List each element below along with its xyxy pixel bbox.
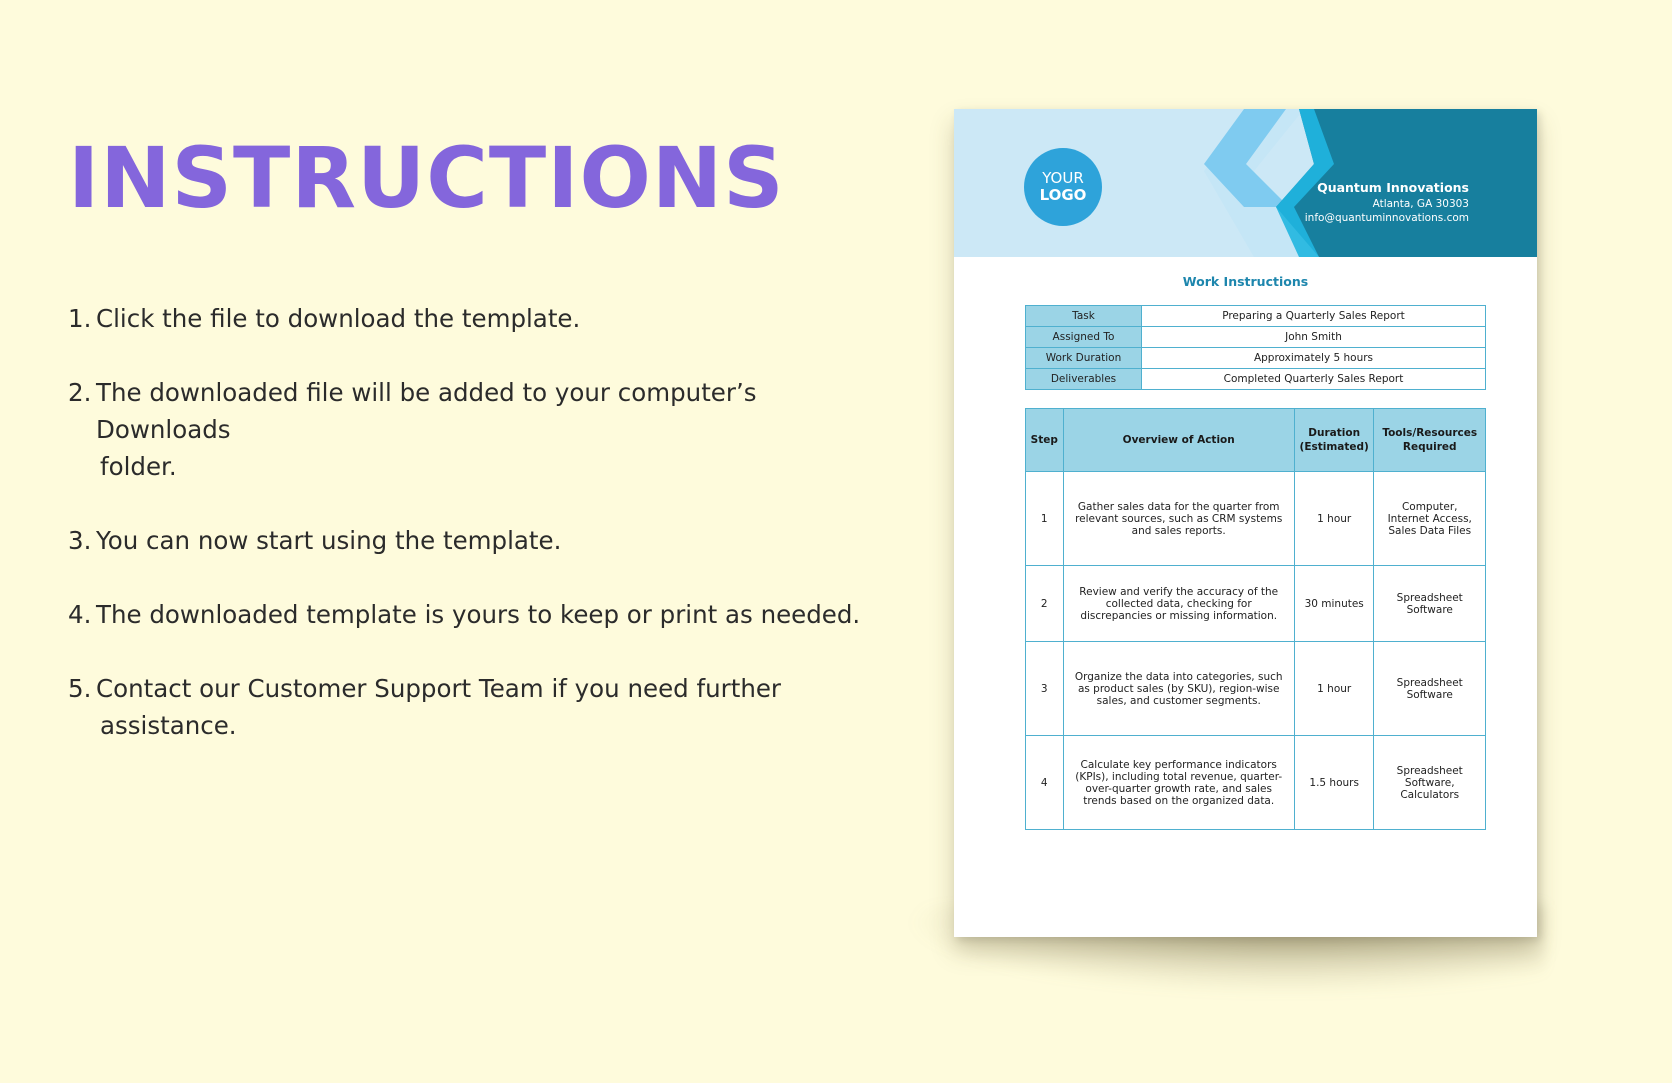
- instruction-number: 4.: [68, 600, 92, 629]
- column-header-step: Step: [1026, 409, 1064, 472]
- table-header-row: [1026, 409, 1486, 472]
- instruction-text-continued: assistance.: [100, 711, 237, 740]
- task-info-table: [1025, 305, 1486, 390]
- logo-text-logo: LOGO: [1039, 186, 1087, 204]
- step-tools: Spreadsheet Software: [1374, 566, 1486, 642]
- table-row: [1026, 642, 1486, 736]
- column-header-duration: Duration (Estimated): [1294, 409, 1374, 472]
- step-action: Gather sales data for the quarter from relevant sources, such as CRM systems and sales reports.: [1063, 472, 1294, 566]
- page-title: INSTRUCTIONS: [68, 129, 785, 227]
- column-header-overview: Overview of Action: [1063, 409, 1294, 472]
- info-value: Approximately 5 hours: [1142, 348, 1486, 369]
- step-duration: 30 minutes: [1294, 566, 1374, 642]
- company-info: [1305, 179, 1469, 225]
- document-header: [954, 109, 1537, 257]
- info-label: Work Duration: [1026, 348, 1142, 369]
- instruction-item: [68, 374, 888, 485]
- document-title: Work Instructions: [1182, 274, 1309, 289]
- step-action: Review and verify the accuracy of the collected data, checking for discrepancies or missing information.: [1063, 566, 1294, 642]
- column-header-tools: Tools/Resources Required: [1374, 409, 1486, 472]
- table-row: [1026, 736, 1486, 830]
- step-tools: Spreadsheet Software: [1374, 642, 1486, 736]
- info-label: Assigned To: [1026, 327, 1142, 348]
- instruction-number: 2.: [68, 378, 92, 407]
- info-value: John Smith: [1142, 327, 1486, 348]
- instruction-item: [68, 596, 888, 633]
- company-address: Atlanta, GA 30303: [1372, 198, 1469, 210]
- instruction-item: [68, 670, 888, 744]
- step-number: 4: [1026, 736, 1064, 830]
- logo-text-your: YOUR: [1042, 169, 1084, 187]
- logo-placeholder: [1024, 148, 1102, 226]
- instruction-text: Click the file to download the template.: [96, 304, 581, 333]
- info-label: Deliverables: [1026, 369, 1142, 390]
- step-duration: 1.5 hours: [1294, 736, 1374, 830]
- table-row: [1026, 327, 1486, 348]
- instruction-text: Contact our Customer Support Team if you need further: [96, 674, 782, 703]
- instruction-item: [68, 522, 888, 559]
- instruction-number: 5.: [68, 674, 92, 703]
- table-row: [1026, 369, 1486, 390]
- info-value: Completed Quarterly Sales Report: [1142, 369, 1486, 390]
- step-number: 2: [1026, 566, 1064, 642]
- step-number: 1: [1026, 472, 1064, 566]
- steps-table: [1025, 408, 1486, 830]
- table-row: [1026, 306, 1486, 327]
- company-name: Quantum Innovations: [1317, 180, 1469, 195]
- table-row: [1026, 348, 1486, 369]
- step-duration: 1 hour: [1294, 472, 1374, 566]
- step-action: Organize the data into categories, such as product sales (by SKU), region-wise sales, and customer segments.: [1063, 642, 1294, 736]
- table-row: [1026, 566, 1486, 642]
- instruction-item: [68, 300, 888, 337]
- step-number: 3: [1026, 642, 1064, 736]
- instruction-text: You can now start using the template.: [96, 526, 562, 555]
- instruction-text: The downloaded file will be added to your computer’s Downloads: [96, 378, 757, 444]
- step-tools: Computer, Internet Access, Sales Data Files: [1374, 472, 1486, 566]
- info-value: Preparing a Quarterly Sales Report: [1142, 306, 1486, 327]
- step-action: Calculate key performance indicators (KPIs), including total revenue, quarter-over-quarter growth rate, and sales trends based on the organized data.: [1063, 736, 1294, 830]
- instruction-number: 1.: [68, 304, 92, 333]
- step-duration: 1 hour: [1294, 642, 1374, 736]
- step-tools: Spreadsheet Software, Calculators: [1374, 736, 1486, 830]
- company-email: info@quantuminnovations.com: [1304, 212, 1469, 224]
- instruction-text: The downloaded template is yours to keep or print as needed.: [96, 600, 861, 629]
- instructions-list: [68, 300, 888, 781]
- table-row: [1026, 472, 1486, 566]
- document-preview[interactable]: [954, 109, 1537, 937]
- instruction-text-continued: folder.: [100, 452, 177, 481]
- instruction-number: 3.: [68, 526, 92, 555]
- info-label: Task: [1026, 306, 1142, 327]
